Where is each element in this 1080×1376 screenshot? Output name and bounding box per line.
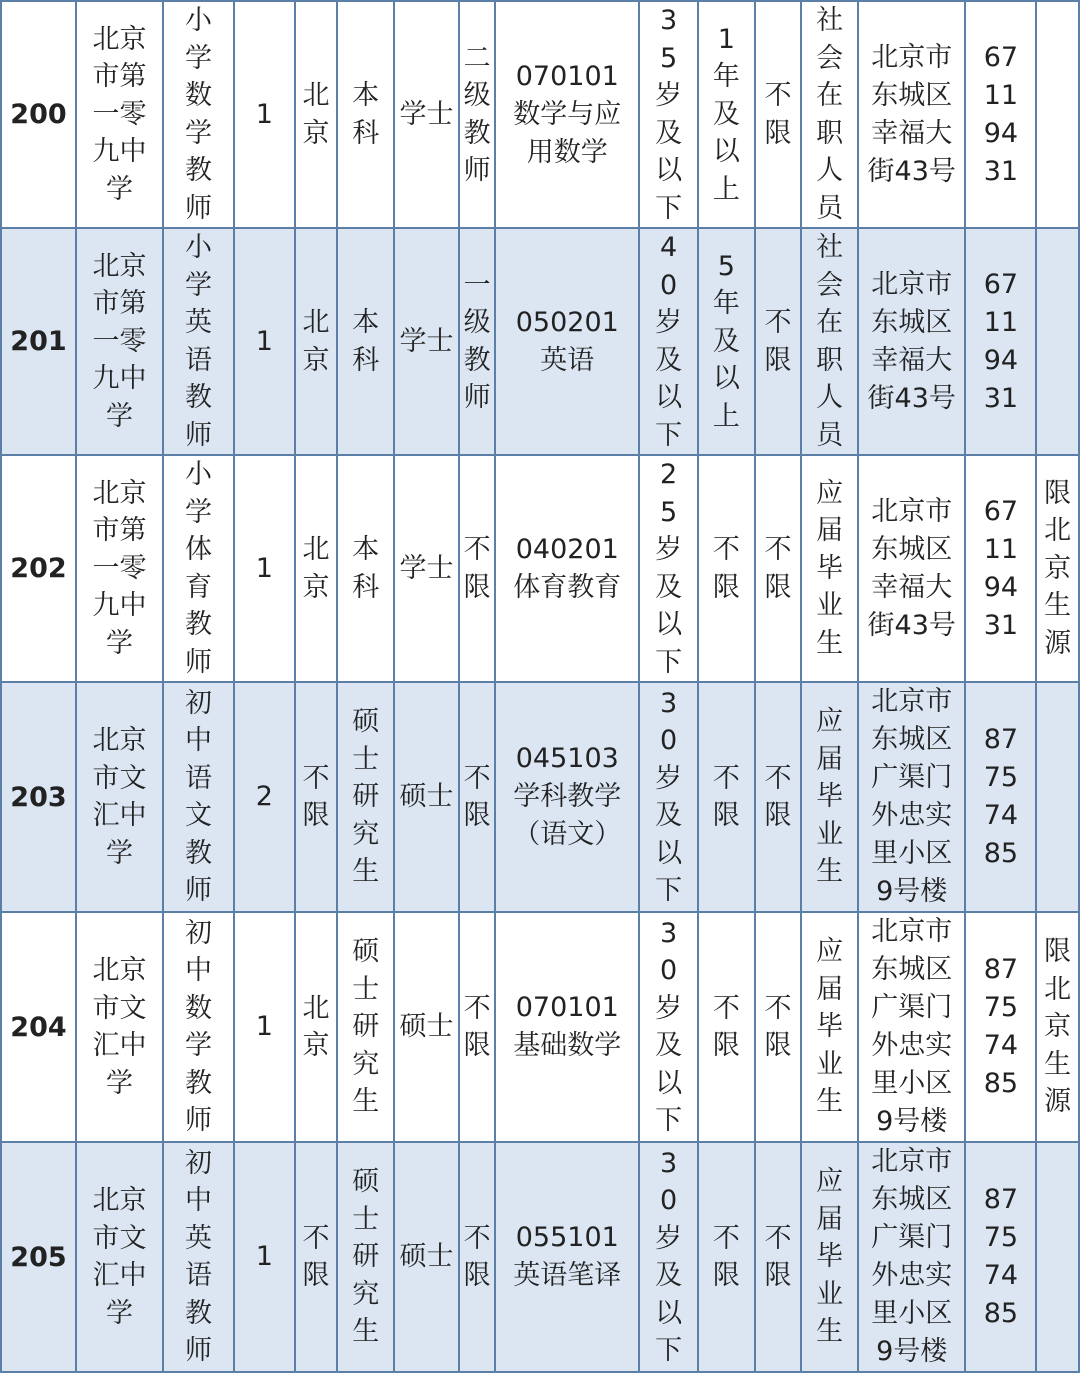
household-requirement: 北京 [302,534,330,603]
hiring-count: 1 [255,98,273,130]
target-group: 应届毕业生 [816,706,844,888]
age-requirement: 30岁及以下 [655,1147,683,1366]
title-requirement: 不限 [463,1222,491,1291]
experience-requirement: 1年及以上 [712,23,740,205]
experience-requirement: 不限 [712,762,740,831]
age-requirement: 30岁及以下 [655,917,683,1136]
position-name: 初中英语教师 [185,1147,213,1366]
major-requirement: 045103 学科教学（语文） [513,743,622,850]
title-requirement: 一级教师 [463,269,491,413]
unit-name: 北京市第一零九中学 [92,23,147,205]
hiring-count: 1 [255,325,273,357]
household-requirement: 北京 [302,992,330,1061]
target-group: 社会在职人员 [816,5,844,224]
unit-name: 北京市文汇中学 [92,955,147,1099]
other-requirement: 不限 [764,534,792,603]
education-requirement: 本科 [352,80,380,149]
position-name: 初中语文教师 [185,687,213,906]
age-requirement: 30岁及以下 [655,687,683,906]
household-requirement: 不限 [302,1222,330,1291]
phone-number: 87757485 [983,954,1019,1099]
table-row [1,1,1079,228]
title-requirement: 二级教师 [463,42,491,186]
target-group: 应届毕业生 [816,477,844,659]
household-requirement: 不限 [302,762,330,831]
degree-requirement: 学士 [399,325,454,357]
experience-requirement: 不限 [712,1222,740,1291]
hiring-count: 1 [255,1011,273,1043]
table-row [1,682,1079,912]
age-requirement: 40岁及以下 [655,232,683,451]
education-requirement: 本科 [352,534,380,603]
unit-name: 北京市第一零九中学 [92,250,147,432]
position-name: 小学数学教师 [185,5,213,224]
phone-number: 67119431 [983,41,1019,187]
row-id: 203 [1,682,76,912]
phone-number: 67119431 [983,495,1019,641]
hiring-count: 2 [255,781,273,813]
address: 北京市东城区幸福大街43号 [867,268,956,414]
education-requirement: 本科 [352,307,380,376]
target-group: 应届毕业生 [816,1166,844,1348]
address: 北京市东城区广渠门外忠实里小区9号楼 [871,1146,953,1367]
household-requirement: 北京 [302,307,330,376]
row-id: 200 [1,1,76,228]
address: 北京市东城区广渠门外忠实里小区9号楼 [871,686,953,907]
major-requirement: 050201 英语 [515,306,619,376]
education-requirement: 硕士研究生 [352,936,380,1118]
position-name: 小学体育教师 [185,459,213,678]
other-requirement: 不限 [764,992,792,1061]
hiring-count: 1 [255,552,273,584]
major-requirement: 070101 基础数学 [513,992,622,1061]
target-group: 社会在职人员 [816,232,844,451]
address: 北京市东城区幸福大街43号 [867,41,956,187]
household-requirement: 北京 [302,80,330,149]
row-id: 204 [1,912,76,1142]
unit-name: 北京市第一零九中学 [92,477,147,659]
age-requirement: 25岁及以下 [655,459,683,678]
other-requirement: 不限 [764,80,792,149]
degree-requirement: 学士 [399,98,454,130]
hiring-count: 1 [255,1241,273,1273]
education-requirement: 硕士研究生 [352,1166,380,1348]
table-row [1,455,1079,682]
title-requirement: 不限 [463,992,491,1061]
position-name: 小学英语教师 [185,232,213,451]
phone-number: 67119431 [983,268,1019,414]
unit-name: 北京市文汇中学 [92,1185,147,1329]
major-requirement: 070101 数学与应用数学 [513,60,622,168]
age-requirement: 35岁及以下 [655,5,683,224]
table-row [1,228,1079,455]
other-requirement: 不限 [764,762,792,831]
address: 北京市东城区幸福大街43号 [867,495,956,641]
position-name: 初中数学教师 [185,917,213,1136]
table-row [1,1142,1079,1372]
note: 限北京生源 [1044,936,1072,1118]
note: 限北京生源 [1044,477,1072,659]
target-group: 应届毕业生 [816,936,844,1118]
title-requirement: 不限 [463,762,491,831]
table-row [1,912,1079,1142]
other-requirement: 不限 [764,1222,792,1291]
degree-requirement: 学士 [399,552,454,584]
phone-number: 87757485 [983,1184,1019,1329]
education-requirement: 硕士研究生 [352,706,380,888]
degree-requirement: 硕士 [399,1241,454,1273]
degree-requirement: 硕士 [399,781,454,813]
row-id: 202 [1,455,76,682]
row-id: 205 [1,1142,76,1372]
major-requirement: 040201 体育教育 [513,533,622,603]
phone-number: 87757485 [983,724,1019,869]
degree-requirement: 硕士 [399,1011,454,1043]
major-requirement: 055101 英语笔译 [513,1222,622,1291]
title-requirement: 不限 [463,534,491,603]
row-id: 201 [1,228,76,455]
unit-name: 北京市文汇中学 [92,725,147,869]
address: 北京市东城区广渠门外忠实里小区9号楼 [871,916,953,1137]
other-requirement: 不限 [764,307,792,376]
experience-requirement: 不限 [712,534,740,603]
experience-requirement: 不限 [712,992,740,1061]
experience-requirement: 5年及以上 [712,250,740,432]
